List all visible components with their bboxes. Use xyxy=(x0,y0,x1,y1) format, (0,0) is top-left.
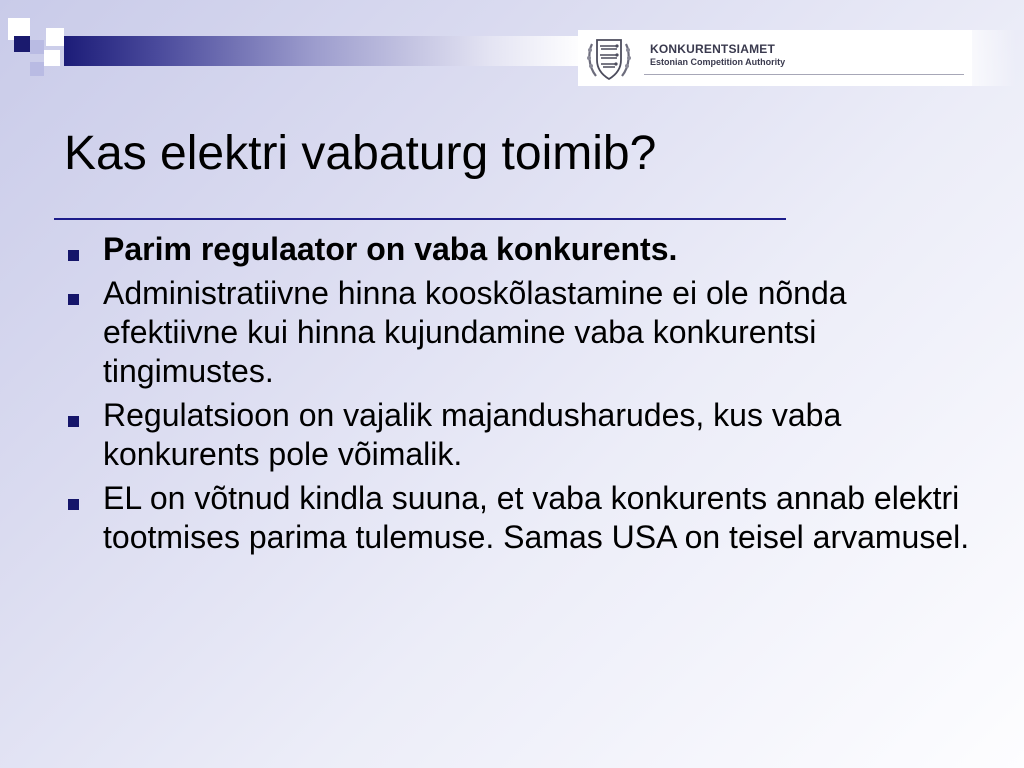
estonian-coat-of-arms-icon xyxy=(586,34,632,82)
decor-square-lilac xyxy=(30,62,44,76)
bullet-text: Administratiivne hinna kooskõlastamine ei ole nõnda efektiivne kui hinna kujundamine vaba konkurentsi tingimustes. xyxy=(103,275,847,389)
square-bullet-icon xyxy=(68,416,79,427)
bullet-text: EL on võtnud kindla suuna, et vaba konkurents annab elektri tootmises parima tulemuse. Samas USA on teisel arvamusel. xyxy=(103,480,970,555)
logo-subtitle: Estonian Competition Authority xyxy=(650,57,786,67)
header-gradient-bar xyxy=(64,36,584,66)
square-bullet-icon xyxy=(68,294,79,305)
bullet-item xyxy=(64,274,984,391)
logo-divider xyxy=(644,74,964,75)
decor-square-white xyxy=(44,50,60,66)
square-bullet-icon xyxy=(68,499,79,510)
decor-square-white xyxy=(46,28,64,46)
decor-square-lilac xyxy=(30,40,44,54)
title-underline xyxy=(54,218,786,220)
bullet-list xyxy=(64,230,984,562)
decor-square-navy xyxy=(14,36,30,52)
bullet-item xyxy=(64,230,984,269)
bullet-text: Regulatsioon on vajalik majandusharudes, kus vaba konkurents pole võimalik. xyxy=(103,397,842,472)
bullet-item xyxy=(64,479,984,557)
logo-fade xyxy=(972,30,1016,86)
konkurentsiamet-logo xyxy=(578,30,972,86)
slide-title: Kas elektri vabaturg toimib? xyxy=(64,127,657,180)
square-bullet-icon xyxy=(68,250,79,261)
bullet-item xyxy=(64,396,984,474)
bullet-text: Parim regulaator on vaba konkurents. xyxy=(103,231,678,267)
logo-title: KONKURENTSIAMET xyxy=(650,42,775,56)
